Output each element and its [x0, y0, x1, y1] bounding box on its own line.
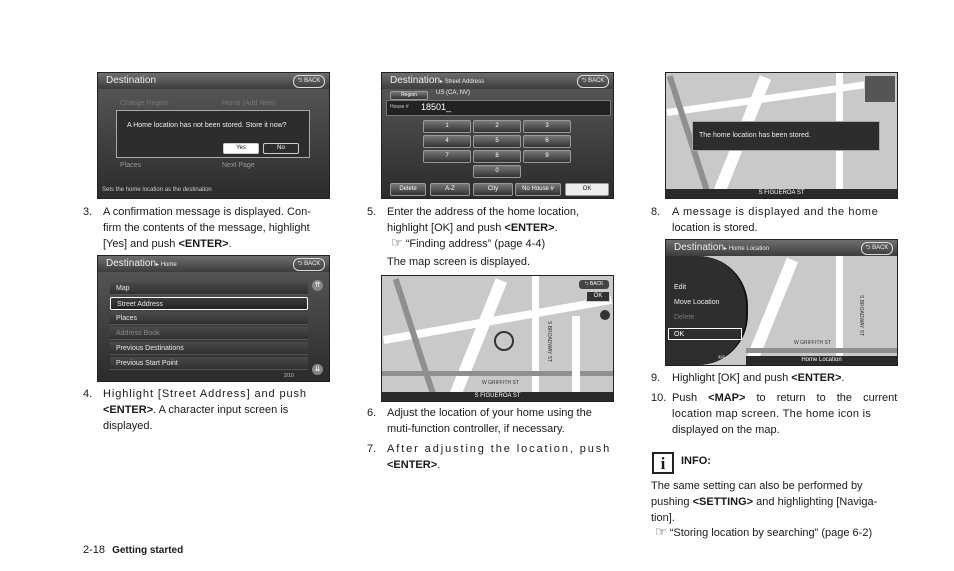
step-number: 8. — [651, 206, 661, 218]
menu-item-ok: OK — [668, 328, 742, 340]
bottom-street: S FIGUEROA ST — [666, 189, 897, 198]
step-text: A confirmation message is displayed. Con- firm the contents of the message, highlight [Yes] and push <ENTER>. — [103, 206, 311, 250]
screen-title: Destination▸ Street Address — [382, 73, 613, 89]
step-text: Push <MAP> to return to the current location map screen. The home icon is displayed on the map. — [672, 392, 898, 436]
bg-item: Change Region — [120, 100, 169, 107]
screenshot-destination-home — [97, 255, 330, 382]
back-button: ⮌ BACK — [293, 258, 325, 271]
ok-key: OK — [565, 183, 609, 196]
menu-item-address-book: Address Book — [110, 327, 308, 340]
confirm-dialog — [116, 110, 310, 158]
key-6: 6 — [523, 135, 571, 148]
status-icons — [864, 75, 896, 103]
yes-button: Yes — [223, 143, 259, 154]
step-number: 10. — [651, 392, 667, 404]
compass-icon — [600, 310, 610, 320]
scroll-down-icon: ⇊ — [312, 364, 323, 375]
step-number: 4. — [83, 388, 93, 400]
step-text: Enter the address of the home location, highlight [OK] and push <ENTER>. — [387, 206, 580, 234]
menu-item-edit: Edit — [674, 284, 687, 291]
info-icon: i — [652, 452, 674, 474]
key-7: 7 — [423, 150, 471, 163]
key-8: 8 — [473, 150, 521, 163]
street-label: S BROADWAY ST — [546, 321, 552, 363]
scroll-up-icon: ⇈ — [312, 280, 323, 291]
key-2: 2 — [473, 120, 521, 133]
no-button: No — [263, 143, 299, 154]
step-number: 3. — [83, 206, 93, 218]
a-z-key: A-Z — [430, 183, 470, 196]
region-value: US (CA, NV) — [436, 90, 471, 96]
screen-title: Destination — [98, 73, 329, 89]
info-text: The same setting can also be performed by pushing <SETTING> and highlighting [Naviga- tion]. — [651, 480, 878, 524]
delete-key: Delete — [390, 183, 426, 196]
menu-item-previous-destinations: Previous Destinations — [110, 342, 308, 355]
step-number: 6. — [367, 407, 377, 419]
page-indicator: 2/10 — [284, 373, 294, 379]
step-number: 5. — [367, 206, 377, 218]
house-field — [386, 100, 611, 116]
back-button: ⮌ BACK — [293, 75, 325, 88]
bg-item: Places — [120, 162, 142, 169]
footer-hint: Sets the home location as the destination — [102, 187, 212, 193]
stored-message: The home location has been stored. — [692, 121, 880, 151]
step-text: A message is displayed and the home location is stored. — [672, 206, 879, 234]
street-label: W GRIFFITH ST — [482, 380, 519, 386]
screenshot-home-location — [665, 239, 898, 366]
menu-item-previous-start-point: Previous Start Point — [110, 357, 308, 370]
key-0: 0 — [473, 165, 521, 178]
step-text: Highlight [Street Address] and push <ENTER>. A character input screen is displayed. — [103, 388, 307, 432]
city-key: City — [473, 183, 513, 196]
no-house-key: No House # — [515, 183, 561, 196]
house-value: 18501_ — [421, 102, 452, 112]
bottom-label: Home Location — [746, 356, 897, 365]
reference: ☞ “Finding address” (page 4-4) — [391, 235, 546, 250]
screenshot-home-stored — [665, 72, 898, 199]
menu-item-move-location: Move Location — [674, 299, 720, 306]
reference: ☞ “Storing location by searching” (page 6-2) — [655, 524, 873, 539]
bg-item: Next Page — [222, 162, 255, 169]
page-indicator: 4/4 — [718, 355, 725, 361]
page-footer — [83, 544, 183, 556]
back-button: ⮌ BACK — [578, 279, 610, 290]
step-text: Highlight [OK] and push <ENTER>. — [672, 372, 845, 384]
screenshot-map-adjust — [381, 275, 614, 402]
back-button: ⮌ BACK — [861, 242, 893, 255]
menu-item-street-address: Street Address — [110, 297, 308, 310]
step-number: 7. — [367, 443, 377, 455]
screen-title: Destination▸ Home Location — [666, 240, 897, 256]
section-title: Getting started — [112, 545, 184, 556]
region-button: Region — [390, 91, 428, 100]
key-1: 1 — [423, 120, 471, 133]
crosshair-icon — [494, 331, 514, 351]
pointing-hand-icon: ☞ — [655, 524, 667, 539]
key-5: 5 — [473, 135, 521, 148]
bottom-street: S FIGUEROA ST — [382, 392, 613, 401]
key-3: 3 — [523, 120, 571, 133]
step-text: The map screen is displayed. — [387, 256, 531, 268]
street-label: W GRIFFITH ST — [794, 340, 831, 346]
screenshot-home-not-stored — [97, 72, 330, 199]
page-number: 2-18 — [83, 544, 106, 556]
step-text: After adjusting the location, push <ENTER>. — [387, 443, 612, 471]
dialog-message: A Home location has not been stored. Store it now? — [127, 122, 287, 129]
back-button: ⮌ BACK — [577, 75, 609, 88]
street-label: S BROADWAY ST — [858, 295, 864, 337]
menu-item-delete: Delete — [674, 314, 695, 321]
side-menu — [666, 256, 748, 365]
menu-item-places: Places — [110, 312, 308, 325]
info-label: INFO: — [681, 455, 711, 467]
ok-button: OK — [586, 291, 610, 302]
step-text: Adjust the location of your home using the muti-function controller, if necessary. — [387, 407, 592, 435]
house-label: House # — [390, 104, 409, 110]
menu-item-map: Map — [110, 282, 308, 295]
key-4: 4 — [423, 135, 471, 148]
screen-title: Destination▸ Home — [98, 256, 329, 272]
step-number: 9. — [651, 372, 661, 384]
key-9: 9 — [523, 150, 571, 163]
screenshot-street-address — [381, 72, 614, 199]
bg-item: Home (Add New) — [222, 100, 276, 107]
pointing-hand-icon: ☞ — [391, 235, 403, 250]
